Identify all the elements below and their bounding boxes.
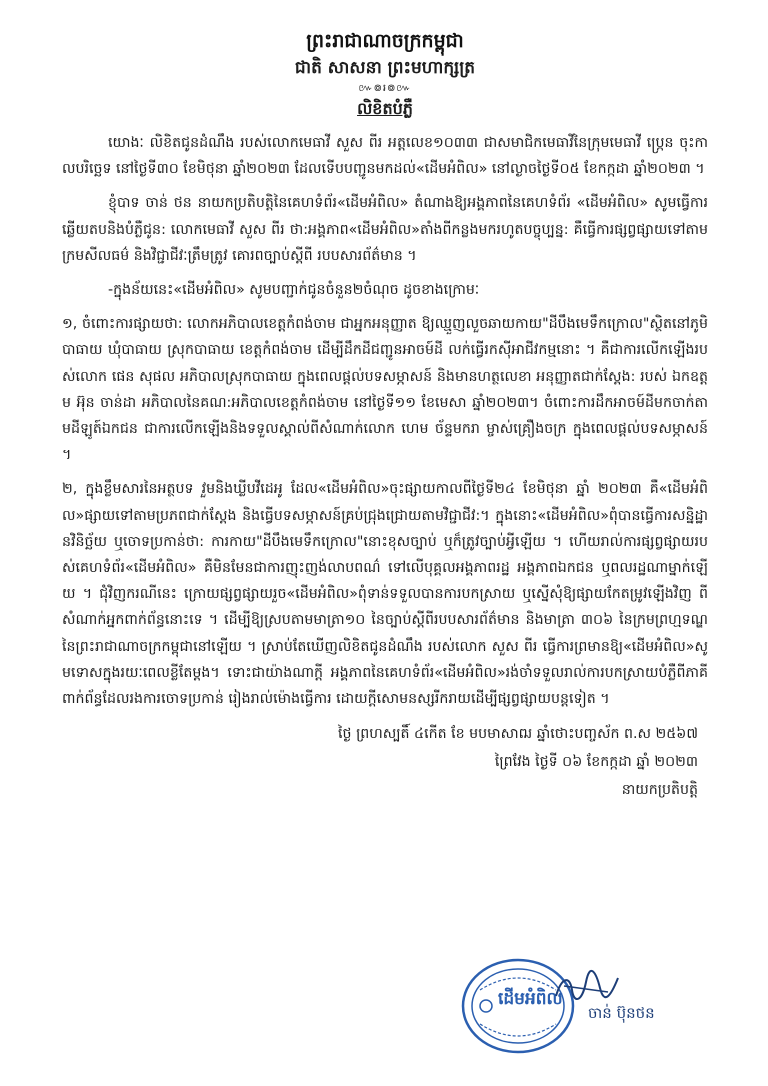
signature-block — [452, 948, 702, 1068]
letter-body — [62, 130, 708, 712]
document-title: លិខិតបំភ្លឺ — [357, 99, 413, 118]
closing-block — [62, 720, 708, 804]
signer-role: នាយកប្រតិបត្តិ — [621, 782, 698, 799]
lunar-date: ថ្ងៃ ព្រហស្បតិ៍ ៤កើត ខែ មបមាសាឍ ឆ្នាំថោះបញ្ចស័ក ព.ស ២៥៦៧ — [338, 726, 698, 743]
point-two-paragraph: ២, ក្នុងខ្លឹមសារនៃអត្ថបទ វួមនិងឃ្លីបវីដេអូ ដែល«ដើមអំពិល»ចុះផ្សាយកាលពីថ្ងៃទី២៤ ខែមិថុនា ឆ្នាំ ២០២៣ គឺ«ដើមអំពិល»ផ្សាយទៅតាមប្រភពជាក់ស្ដែង និងធ្វើបទសម្ភាសន៍គ្រប់ជ្រុងជ្រោយតាមវិជ្ជាជីវ:។ ក្នុងនោះ«ដើមអំពិល»ពុំបានធ្វើការសន្និដ្ឋានវិនិច្ឆ័យ ឬចោទប្រកាន់ថា: ការកាយ"ដីបឹងមេទឹកក្រោល"នោះខុសច្បាប់ ឬក៏ត្រូវច្បាប់អ្វីឡើយ ។ ហើយរាល់ការផ្សព្វផ្សាយរបស់គេហទំព័រ«ដើមអំពិល» គឺមិនមែនជាការញុះញង់លាបពណ៌ ទៅលើបុគ្គលអង្គភាពរដ្ឋ អង្គភាពឯកជន ឬពលរដ្ឋណាម្នាក់ឡើយ ។ ជុំវិញករណីនេះ ក្រោយផ្សព្វផ្សាយរួច«ដើមអំពិល»ពុំទាន់ទទួលបានការបកស្រាយ ឬស្នើសុំឱ្យផ្សាយកែតម្រូវឡើងវិញ ពីសំណាក់អ្នកពាក់ព័ន្ធនោះទេ ។ ដើម្បីឱ្យស្របតាមមាត្រា១០ នៃច្បាប់ស្ដីពីរបបសារព័ត៌មាន និងមាត្រា ៣០៦ នៃក្រមព្រហ្មទណ្ឌ នៃព្រះរាជាណាចក្រកម្ពុជានៅឡើយ ។ ស្រាប់តែឃើញលិខិតជូនដំណឹង របស់លោក សួស ពីរ ធ្វើការព្រមានឱ្យ«ដើមអំពិល»សូមទោសក្នុងរយៈពេលខ្លីតែម្ដង។ ទោះជាយ៉ាងណាក្ដី អង្គភាពនៃគេហទំព័រ«ដើមអំពិល»រង់ចាំទទួលរាល់ការបកស្រាយបំភ្លឺពីភាគីពាក់ព័ន្ធដែលរងការចោទប្រកាន់ រៀងរាល់ម៉ោងធ្វើការ ដោយក្ដីសោមនស្សរីករាយដើម្បីផ្សព្វផ្សាយបន្តទៀត ។ — [62, 481, 708, 708]
signer-name: ចាន់ ប៊ុនថន — [588, 1004, 655, 1022]
document-header — [62, 28, 708, 120]
kingdom-heading: ព្រះរាជាណាចក្រកម្ពុជា — [306, 30, 464, 52]
ornament-divider: ៚៙៛៙៚ — [358, 83, 412, 94]
reference-paragraph: យោងៈ លិខិតជូនដំណឹង របស់លោកមេធាវី សួស ពីរ អត្តលេខ១០៣៣ ជាសមាជិកមេធាវីនៃក្រុមមេធាវី ប្រេ្កន ចុះកាលបរិច្ឆេទ នៅថ្ងៃទី៣០ ខែមិថុនា ឆ្នាំ២០២៣ ដែលទើបបញ្ជូនមកដល់«ដើមអំពិល» នៅល្ងាចថ្ងៃទី០៥ ខែកក្កដា ឆ្នាំ២០២៣ ។ — [62, 135, 708, 178]
solar-date: ព្រៃវែង ថ្ងៃទី ០៦ ខែកក្កដា ឆ្នាំ ២០២៣ — [494, 754, 698, 771]
point-one-paragraph: ១, ចំពោះការផ្សាយថា: លោកអភិបាលខេត្តកំពង់ចាម ជាអ្នកអនុញ្ញាត ឱ្យឈ្មួញលួចឆាយកាយ"ដីបឹងមេទឹកក្រោល"ស្ថិតនៅភូមិបាធាយ ឃុំបាធាយ ស្រុកបាធាយ ខេត្តកំពង់ចាម ដើម្បីដឹកដីជញ្ជូនអាចម៍ដី លក់ធ្វើរកស៊ីអាជីវកម្មនោះ ។ គឺជាការលើកឡើងរបស់លោក ផេន សុផល អភិបាលស្រុកបាធាយ ក្នុងពេលផ្ដល់បទសម្ភាសន៍ និងមានហត្ថលេខា អនុញ្ញាតជាក់ស្ដែង: របស់ ឯកឧត្ដម អ៊ុន ចាន់ដា អភិបាលនៃគណ:អភិបាលខេត្តកំពង់ចាម នៅថ្ងៃទី១១ ខែមេសា ឆ្នាំ២០២៣។ ចំពោះការដឹកអាចម៍ដីមកចាក់តាមដីឡូត៍ឯកជន ជាការលើកឡើងនិងទទួលស្គាល់ពីសំណាក់លោក ហេម ច័ន្ទមករា ម្ចាស់គ្រឿងចក្រ ក្នុងពេលផ្ដល់បទសម្ភាសន៍ ។ — [62, 316, 708, 464]
points-intro: -ក្នុងន័យនេះ«ដើមអំពិល» សូមបញ្ជាក់ជូនចំនួន២ចំណុច ដូចខាងក្រោមៈ — [108, 282, 480, 299]
stamp-organization: ដើមអំពិល — [498, 989, 563, 1009]
national-motto: ជាតិ សាសនា ព្រះមហាក្សត្រ — [294, 58, 476, 78]
response-paragraph: ខ្ញុំបាទ ចាន់ ថន នាយកប្រតិបត្តិនៃគេហទំព័រ«ដើមអំពិល» តំណាងឱ្យអង្គភាពនៃគេហទំព័រ «ដើមអំពិល» សូមធ្វើការឆ្លើយតបនិងបំភ្លឺជូន: លោកមេធាវី សួស ពីរ ថា:អង្គភាព«ដើមអំពិល»តាំងពីកន្លងមករហូតបច្ចុប្បន្ន: គឺធ្វើការផ្សព្វផ្សាយទៅតាមក្រមសីលធម៌ និងវិជ្ជាជីវៈត្រឹមត្រូវ គោរពច្បាប់ស្ដីពី របបសារព័ត៌មាន ។ — [62, 195, 708, 264]
handwritten-signature — [552, 968, 622, 1008]
